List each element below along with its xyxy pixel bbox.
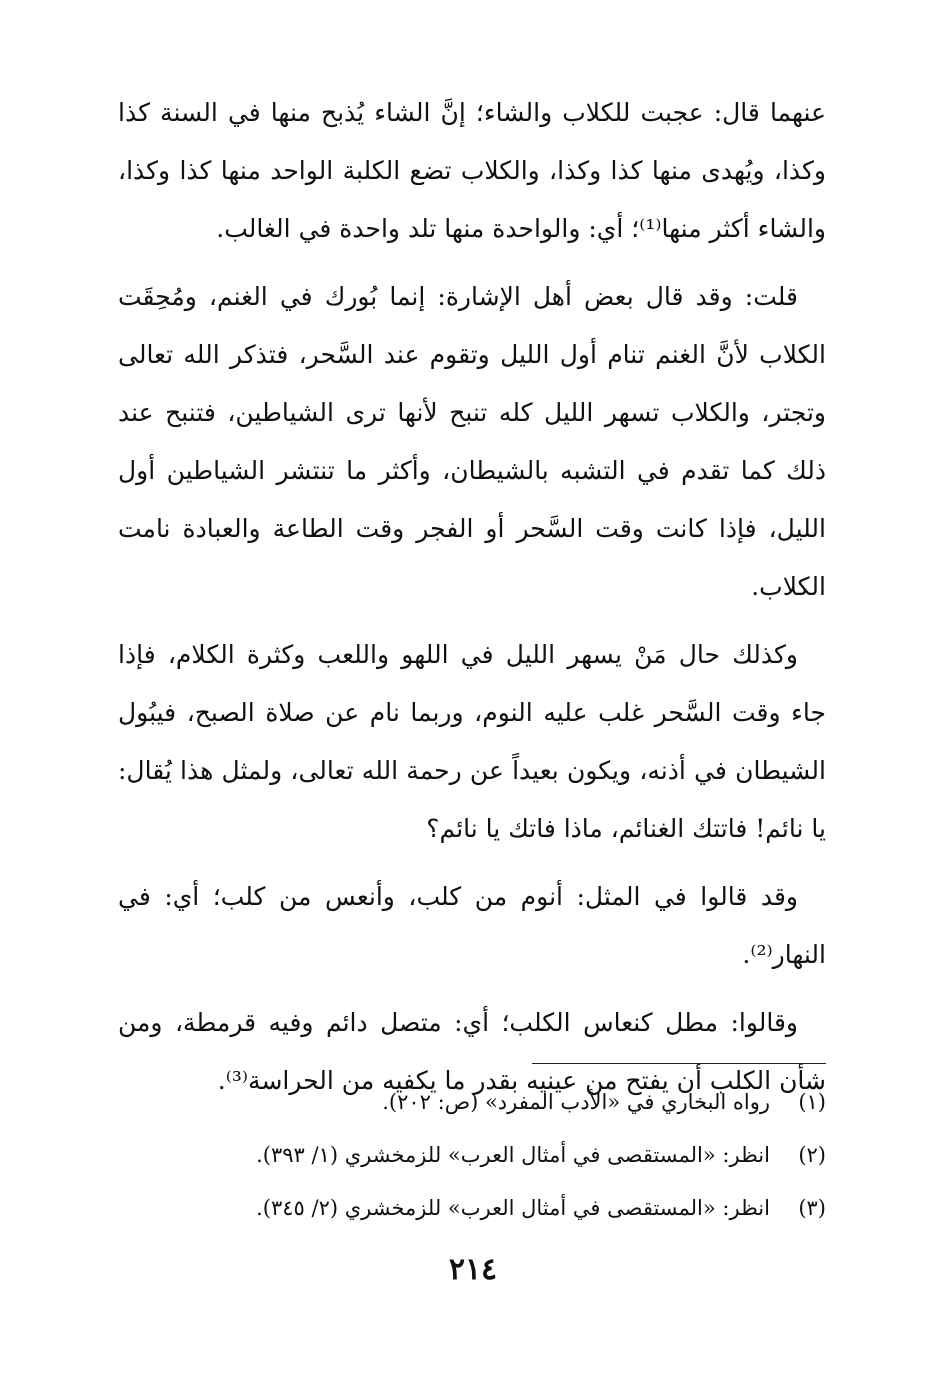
paragraph-5: وقالوا: مطل كنعاس الكلب؛ أي: متصل دائم وفيه قرمطة، ومن شأن الكلب أن يفتح من عينيه بقدر ما يكفيه من الحراسة⁽³⁾. <box>118 1008 826 1095</box>
footnote-3 <box>118 1182 826 1235</box>
paragraph-3: وكذلك حال مَنْ يسهر الليل في اللهو واللعب وكثرة الكلام، فإذا جاء وقت السَّحر غلب عليه النوم، وربما نام عن صلاة الصبح، فيبُول الشيطان في أذنه، ويكون بعيداً عن رحمة الله تعالى، ولمثل هذا يُقال: يا نائم! فاتتك الغنائم، ماذا فاتك يا نائم؟ <box>118 640 826 843</box>
footnote-number: (١) <box>798 1090 826 1114</box>
footnote-separator <box>532 1063 826 1064</box>
footnote-text: رواه البخاري في «الأدب المفرد» (ص: ٢٠٢). <box>382 1090 770 1114</box>
footnote-text: انظر: «المستقصى في أمثال العرب» للزمخشري (١/ ٣٩٣). <box>256 1143 770 1167</box>
footnote-1 <box>118 1076 826 1129</box>
footnote-2 <box>118 1129 826 1182</box>
footnotes <box>118 1076 826 1235</box>
footnote-number: (٣) <box>798 1196 826 1220</box>
footnote-number: (٢) <box>798 1143 826 1167</box>
footnote-text: انظر: «المستقصى في أمثال العرب» للزمخشري (٢/ ٣٤٥). <box>256 1196 770 1220</box>
main-text <box>118 84 826 1120</box>
page-number: ٢١٤ <box>448 1252 498 1287</box>
paragraph-4: وقد قالوا في المثل: أنوم من كلب، وأنعس من كلب؛ أي: في النهار⁽²⁾. <box>118 882 826 969</box>
paragraph-2: قلت: وقد قال بعض أهل الإشارة: إنما بُورك في الغنم، ومُحِقَت الكلاب لأنَّ الغنم تنام أول الليل وتقوم عند السَّحر، فتذكر الله تعالى وتجتر، والكلاب تسهر الليل كله تنبح لأنها ترى الشياطين، فتنبح عند ذلك كما تقدم في التشبه بالشيطان، وأكثر ما تنتشر الشياطين أول الليل، فإذا كانت وقت السَّحر أو الفجر وقت الطاعة والعبادة نامت الكلاب. <box>118 282 826 601</box>
paragraph-1: عنهما قال: عجبت للكلاب والشاء؛ إنَّ الشاء يُذبح منها في السنة كذا وكذا، ويُهدى منها كذا وكذا، والكلاب تضع الكلبة الواحد منها كذا وكذا، والشاء أكثر منها⁽¹⁾؛ أي: والواحدة منها تلد واحدة في الغالب. <box>118 98 826 243</box>
